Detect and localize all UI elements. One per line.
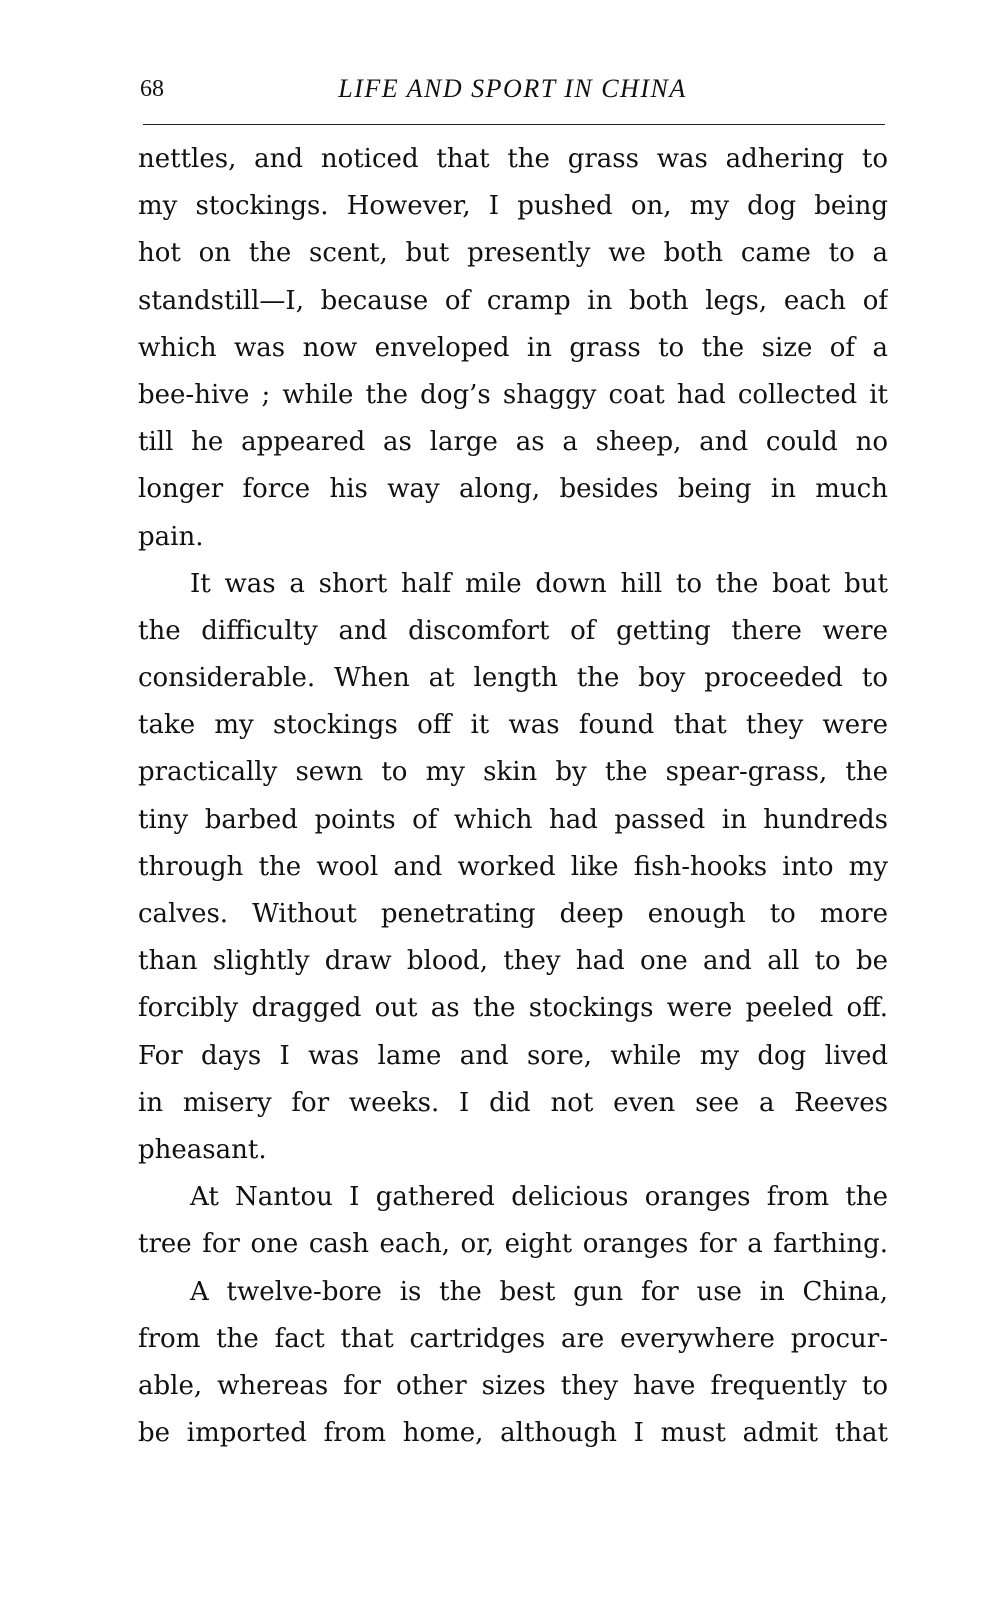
text-line: than slightly draw blood, they had one and all to be bbox=[138, 946, 888, 977]
body-text bbox=[138, 136, 888, 1457]
text-line: calves. Without penetrating deep enough to more bbox=[138, 899, 888, 929]
text-line: pheasant. bbox=[138, 1134, 267, 1165]
text-line: tiny barbed points of which had passed in hundreds bbox=[138, 804, 888, 835]
text-line: bee-hive ; while the dog’s shaggy coat had collected it bbox=[138, 379, 888, 410]
text-line: my stockings. However, I pushed on, my dog being bbox=[138, 191, 888, 222]
text-line: practically sewn to my skin by the spear-grass, the bbox=[138, 757, 888, 788]
text-line: till he appeared as large as a sheep, and could no bbox=[138, 427, 888, 458]
running-head bbox=[140, 70, 885, 110]
text-line: hot on the scent, but presently we both came to a bbox=[138, 238, 888, 269]
text-line: be imported from home, although I must admit that bbox=[138, 1418, 888, 1449]
text-line: For days I was lame and sore, while my dog lived bbox=[138, 1040, 888, 1071]
text-line: forcibly dragged out as the stockings were peeled off. bbox=[138, 993, 888, 1024]
text-line: from the fact that cartridges are everywhere procur- bbox=[138, 1323, 888, 1354]
page-number: 68 bbox=[140, 76, 164, 102]
text-line: the difficulty and discomfort of getting there were bbox=[138, 615, 888, 646]
text-line: able, whereas for other sizes they have frequently to bbox=[138, 1370, 888, 1401]
text-line: considerable. When at length the boy proceeded to bbox=[138, 663, 888, 694]
text-line: pain. bbox=[138, 521, 204, 552]
text-line: At Nantou I gathered delicious oranges from the bbox=[190, 1182, 888, 1213]
text-line: standstill—I, because of cramp in both legs, each of bbox=[138, 285, 888, 316]
text-line: which was now enveloped in grass to the size of a bbox=[138, 332, 888, 363]
text-line: tree for one cash each, or, eight oranges for a farthing. bbox=[138, 1229, 888, 1260]
text-line: nettles, and noticed that the grass was adhering to bbox=[138, 144, 888, 174]
running-title: LIFE AND SPORT IN CHINA bbox=[338, 74, 687, 103]
text-line: A twelve-bore is the best gun for use in China, bbox=[190, 1276, 888, 1307]
text-line: through the wool and worked like fish-hooks into my bbox=[138, 851, 888, 882]
text-line: longer force his way along, besides being in much bbox=[138, 474, 888, 505]
text-line: take my stockings off it was found that they were bbox=[138, 710, 888, 741]
text-line: It was a short half mile down hill to the boat but bbox=[190, 568, 888, 599]
text-line: in misery for weeks. I did not even see a Reeves bbox=[138, 1087, 888, 1118]
header-rule bbox=[143, 124, 885, 125]
